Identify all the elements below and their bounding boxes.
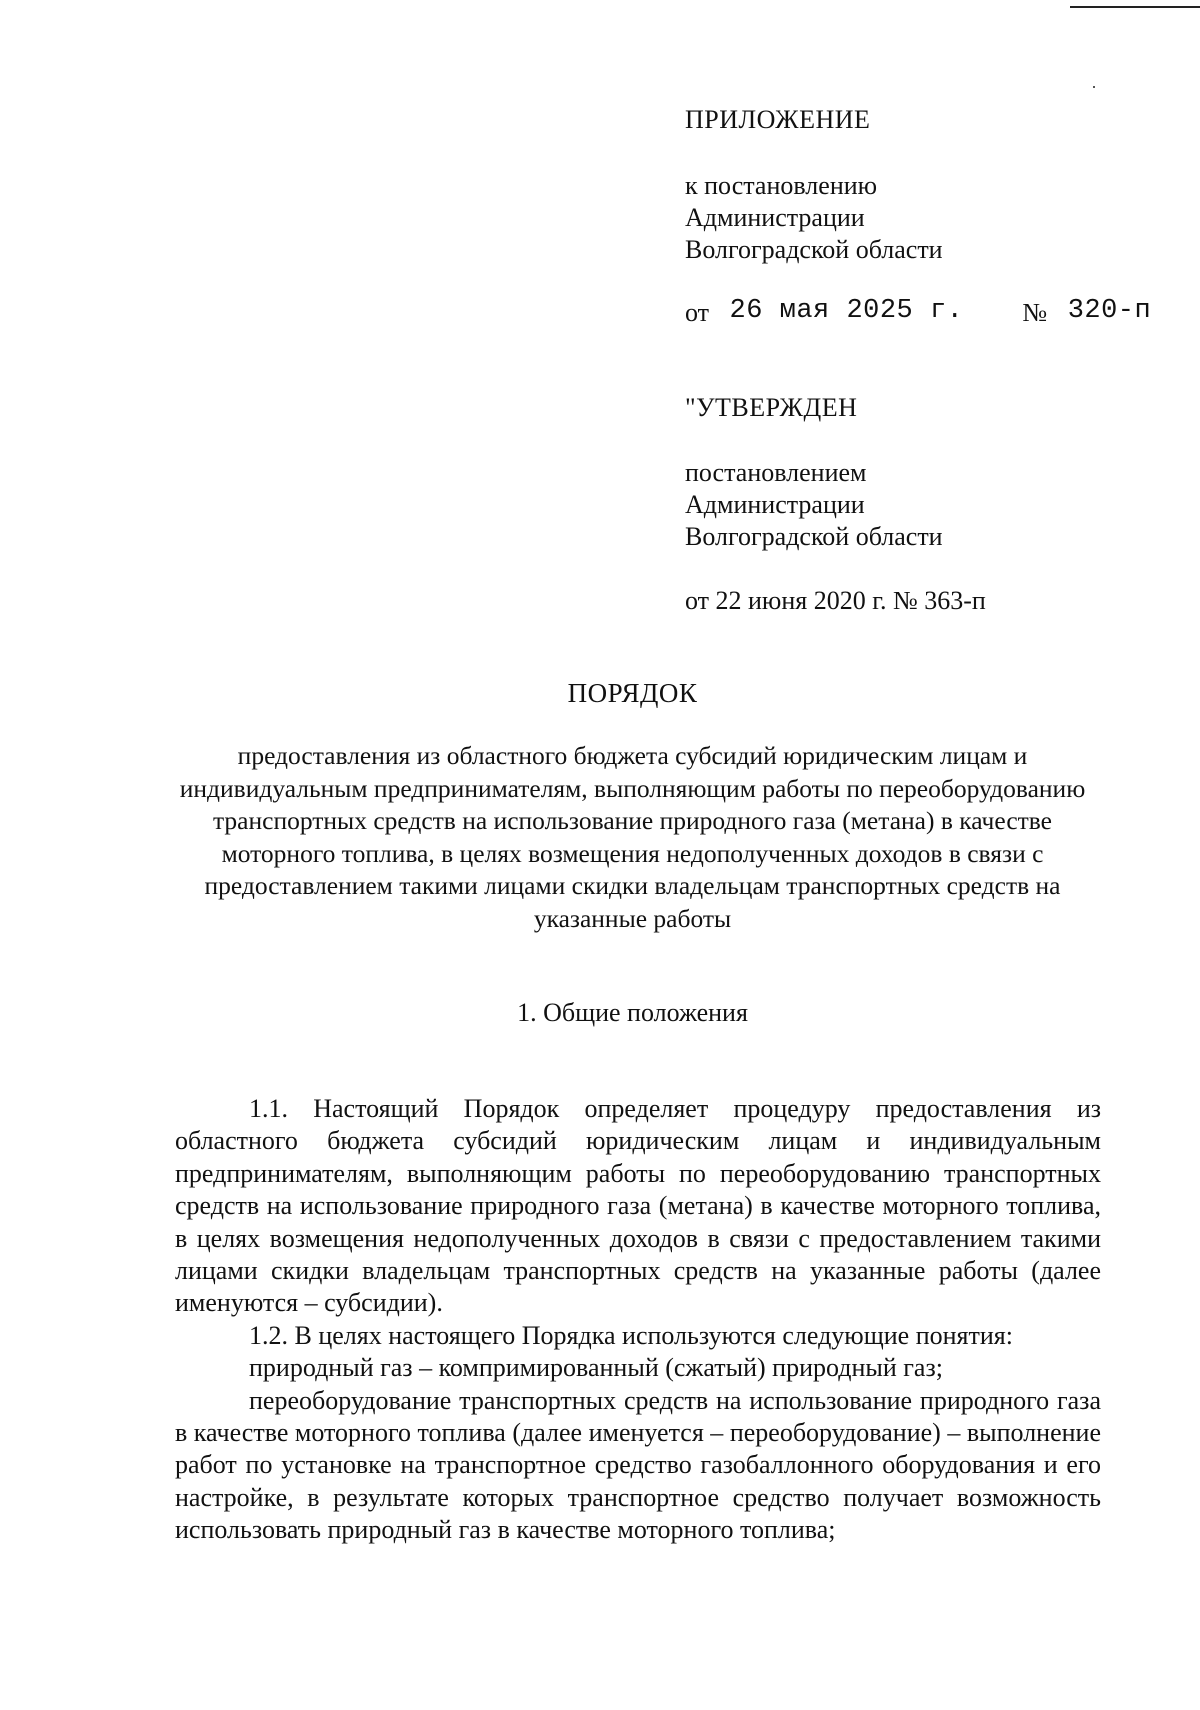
approved-line-1: постановлением (685, 458, 867, 487)
appendix-line-3: Волгоградской области (685, 235, 943, 264)
approved-title-text: "УТВЕРЖДЕН (685, 393, 858, 422)
approved-line-3: Волгоградской области (685, 522, 943, 551)
appendix-block (685, 170, 1185, 266)
appendix-date-line (685, 297, 1185, 331)
appendix-title-text: ПРИЛОЖЕНИЕ (685, 105, 871, 134)
document-subtitle: предоставления из областного бюджета субсидий юридическим лицам и индивидуальным предпринимателям, выполняющим работы по переоборудованию транспортных средств на использование природного газа (метана) в качестве моторного топлива, в целях возмещения недополученных доходов в связи с предоставлением такими лицами скидки владельцам транспортных средств на указанные работы (179, 741, 1086, 933)
section-body (175, 1093, 1101, 1547)
appendix-line-2: Администрации (685, 203, 865, 232)
typed-date: 26 мая 2025 г. (729, 296, 964, 326)
typed-number: 320-п (1067, 296, 1152, 326)
definition-natural-gas: природный газ – компримированный (сжатый) природный газ; (249, 1353, 943, 1383)
scan-edge-line (1070, 6, 1200, 8)
definition-conversion: переоборудование транспортных средств на использование природного газа в качестве моторного топлива (далее именуется – переоборудование) – выполнение работ по установке на транспортное средство газобаллонного оборудования и его настройке, в результате которых транспортное средство получает возможность использовать природный газ в качестве моторного топлива; (175, 1385, 1101, 1545)
approved-date: от 22 июня 2020 г. № 363-п (685, 586, 986, 615)
approved-block (685, 457, 1185, 553)
date-prefix: от (685, 298, 710, 327)
appendix-line-1: к постановлению (685, 171, 878, 200)
approved-line-2: Администрации (685, 490, 865, 519)
paragraph-1-2: 1.2. В целях настоящего Порядка используются следующие понятия: (249, 1320, 1013, 1350)
section-heading: 1. Общие положения (517, 998, 748, 1027)
approved-title (685, 392, 1185, 424)
paragraph-1-1: 1.1. Настоящий Порядок определяет процедуру предоставления из областного бюджета субсидий юридическим лицам и индивидуальным предпринимателям, выполняющим работы по переоборудованию транспортных средств на использование природного газа (метана) в качестве моторного топлива, в целях возмещения недополученных доходов в связи с предоставлением такими лицами скидки владельцам транспортных средств на указанные работы (далее именуются – субсидии). (175, 1094, 1101, 1318)
number-prefix: № (1022, 298, 1048, 327)
appendix-title (685, 104, 1185, 136)
document-title: ПОРЯДОК (567, 678, 698, 708)
scan-speck (1093, 86, 1095, 88)
